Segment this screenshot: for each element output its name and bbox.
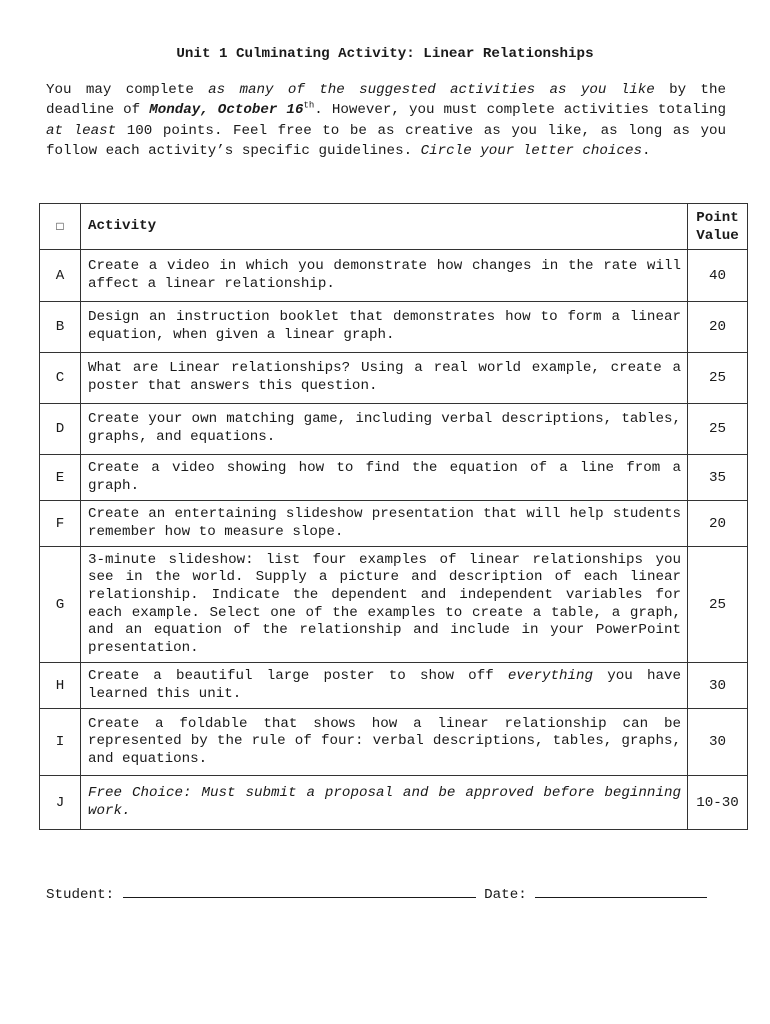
intro-text: You may complete bbox=[46, 82, 209, 98]
table-row[interactable] bbox=[40, 501, 748, 547]
instructions-paragraph bbox=[46, 80, 726, 161]
activity-description: Create a foldable that shows how a linear relationship can be represented by the rule of four: verbal descriptions, tables, graphs, and equations. bbox=[81, 709, 688, 776]
intro-text: . bbox=[642, 142, 651, 159]
activity-description bbox=[81, 663, 688, 709]
page-title: Unit 1 Culminating Activity: Linear Relationships bbox=[176, 46, 594, 62]
points-header-line: Value bbox=[696, 227, 739, 244]
signature-area bbox=[46, 883, 746, 903]
point-value: 25 bbox=[688, 404, 748, 455]
activity-description: Create your own matching game, including verbal descriptions, tables, graphs, and equations. bbox=[81, 404, 688, 455]
activity-letter[interactable]: I bbox=[40, 709, 81, 776]
activity-letter[interactable]: J bbox=[40, 776, 81, 830]
activity-column-header: Activity bbox=[81, 204, 688, 250]
table-row[interactable] bbox=[40, 404, 748, 455]
points-header-line: Point bbox=[696, 209, 739, 226]
activity-table bbox=[39, 203, 748, 830]
table-row[interactable] bbox=[40, 663, 748, 709]
table-row[interactable] bbox=[40, 302, 748, 353]
activity-description: Create a video showing how to find the equation of a line from a graph. bbox=[81, 455, 688, 501]
date-label: Date: bbox=[484, 887, 527, 903]
point-value: 30 bbox=[688, 663, 748, 709]
activity-text: Create a beautiful large poster to show off bbox=[88, 667, 508, 684]
activity-letter[interactable]: C bbox=[40, 353, 81, 404]
point-value: 40 bbox=[688, 250, 748, 302]
point-value: 25 bbox=[688, 547, 748, 663]
activity-description: Design an instruction booklet that demonstrates how to form a linear equation, when given a linear graph. bbox=[81, 302, 688, 353]
student-name-field[interactable] bbox=[123, 883, 476, 898]
activity-description: Create a video in which you demonstrate how changes in the rate will affect a linear relationship. bbox=[81, 250, 688, 302]
intro-text: 100 points. Feel free to be as creative as you like, as long as you follow each activity’s specific guidelines. bbox=[46, 122, 726, 159]
point-value: 25 bbox=[688, 353, 748, 404]
point-value: 20 bbox=[688, 302, 748, 353]
intro-italic: at least bbox=[46, 122, 117, 139]
table-row[interactable] bbox=[40, 776, 748, 830]
student-label: Student: bbox=[46, 887, 115, 903]
checkbox-icon: □ bbox=[40, 204, 81, 250]
intro-italic: as many of the suggested activities as you like bbox=[208, 82, 655, 98]
point-value: 10-30 bbox=[688, 776, 748, 830]
activity-text-italic: everything bbox=[507, 667, 594, 684]
activity-letter[interactable]: G bbox=[40, 547, 81, 663]
table-row[interactable] bbox=[40, 709, 748, 776]
activity-letter[interactable]: D bbox=[40, 404, 81, 455]
table-row[interactable] bbox=[40, 250, 748, 302]
intro-italic: Circle your letter choices bbox=[420, 142, 642, 159]
table-header-row bbox=[40, 204, 748, 250]
date-field[interactable] bbox=[535, 883, 707, 898]
intro-text: . However, you must complete activities totaling bbox=[314, 102, 727, 119]
activity-letter[interactable]: F bbox=[40, 501, 81, 547]
deadline-date: Monday, October 16 bbox=[149, 102, 304, 119]
intro-text: by the deadline of bbox=[46, 82, 726, 119]
activity-letter[interactable]: B bbox=[40, 302, 81, 353]
activity-description: What are Linear relationships? Using a real world example, create a poster that answers this question. bbox=[81, 353, 688, 404]
activity-letter[interactable]: E bbox=[40, 455, 81, 501]
activity-letter[interactable]: H bbox=[40, 663, 81, 709]
table-row[interactable] bbox=[40, 353, 748, 404]
activity-description: 3-minute slideshow: list four examples of linear relationships you see in the world. Supply a picture and description of each linear relationship. Indicate the dependent and independent variables for each example. Select one of the examples to create a table, a graph, and an equation of the relationship and include in your PowerPoint presentation. bbox=[81, 547, 688, 663]
point-value: 35 bbox=[688, 455, 748, 501]
table-row[interactable] bbox=[40, 455, 748, 501]
activity-description: Free Choice: Must submit a proposal and be approved before beginning work. bbox=[81, 776, 688, 830]
table-row[interactable] bbox=[40, 547, 748, 663]
points-column-header bbox=[688, 204, 748, 250]
point-value: 20 bbox=[688, 501, 748, 547]
deadline-suffix: th bbox=[303, 100, 315, 111]
activity-letter[interactable]: A bbox=[40, 250, 81, 302]
activity-description: Create an entertaining slideshow presentation that will help students remember how to measure slope. bbox=[81, 501, 688, 547]
point-value: 30 bbox=[688, 709, 748, 776]
activity-text: you have learned this unit. bbox=[88, 667, 681, 702]
